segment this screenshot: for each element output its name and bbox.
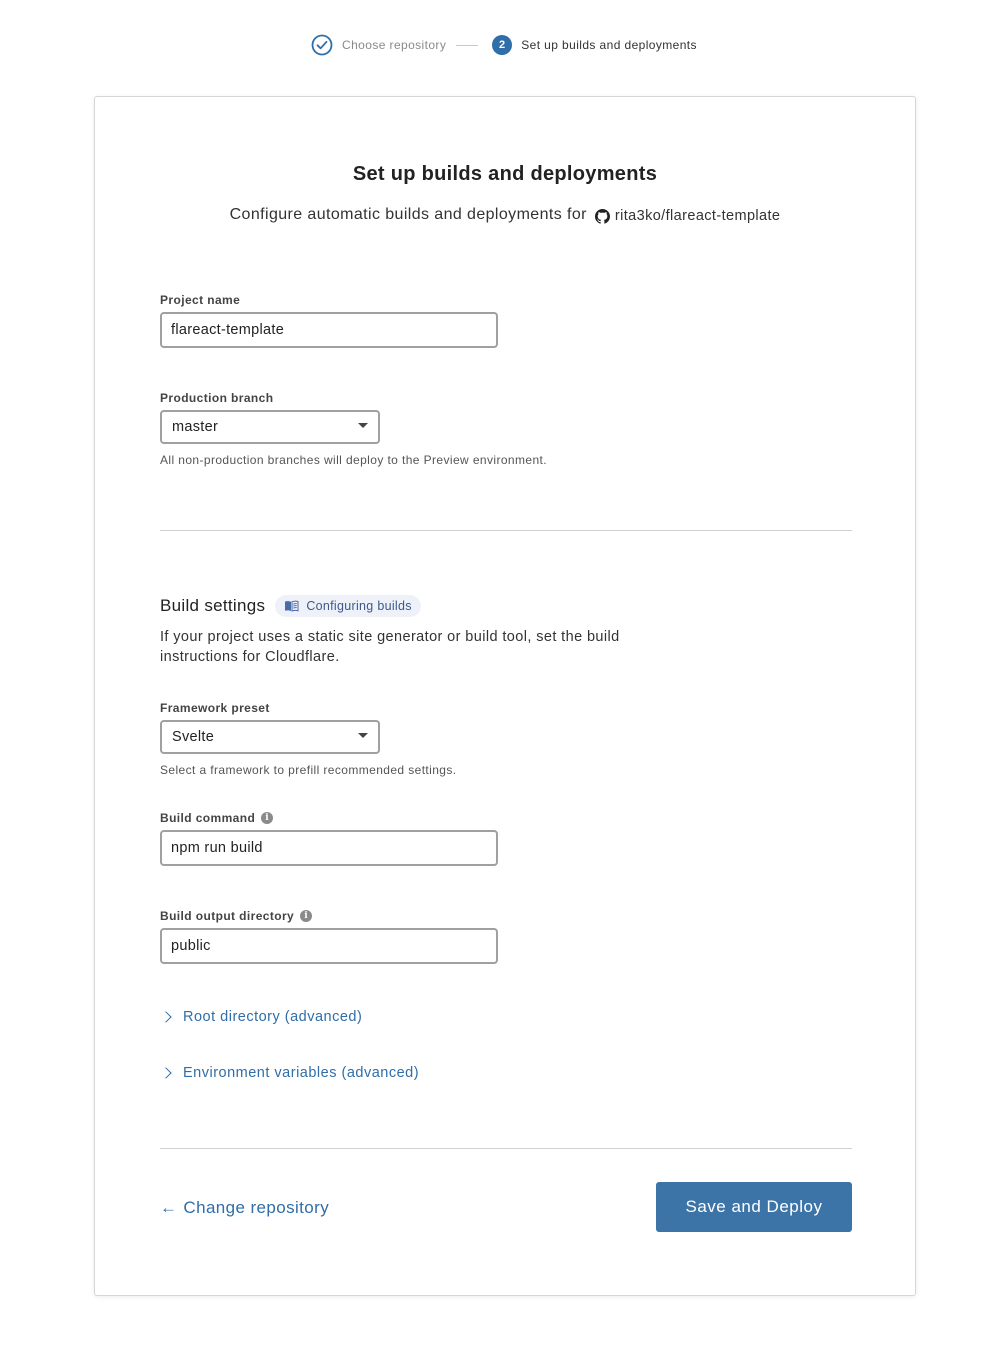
save-and-deploy-button[interactable]: Save and Deploy [656, 1182, 852, 1232]
configuring-builds-label: Configuring builds [306, 599, 412, 613]
build-output-label [160, 909, 312, 923]
production-branch-select[interactable] [160, 410, 380, 444]
project-name-label-text: Project name [160, 293, 241, 307]
build-output-label-text: Build output directory [160, 909, 295, 923]
build-output-input[interactable] [160, 928, 498, 964]
page-subtitle [95, 205, 915, 224]
page-title: Set up builds and deployments [352, 163, 658, 185]
step-choose-repository[interactable] [311, 34, 446, 56]
book-icon [284, 600, 299, 612]
footer-divider [160, 1148, 852, 1149]
caret-down-icon [358, 733, 368, 738]
project-name-label [160, 293, 240, 307]
caret-down-icon [358, 423, 368, 428]
step-2-number: 2 [492, 35, 512, 55]
build-command-label-text: Build command [160, 811, 256, 825]
step-connector [456, 45, 478, 46]
repo-name: rita3ko/flareact-template [614, 208, 781, 224]
production-branch-help: All non-production branches will deploy to the Preview environment. [160, 453, 547, 467]
github-icon [595, 209, 610, 224]
info-icon[interactable]: i [261, 812, 273, 824]
framework-preset-select[interactable] [160, 720, 380, 754]
subtitle-text: Configure automatic builds and deployments for [229, 205, 587, 223]
configuring-builds-link[interactable] [275, 595, 420, 617]
production-branch-label [160, 391, 273, 405]
change-repository-label: Change repository [183, 1198, 330, 1217]
root-directory-label: Root directory (advanced) [183, 1009, 363, 1025]
info-icon[interactable]: i [300, 910, 312, 922]
framework-preset-label [160, 701, 270, 715]
build-settings-description: If your project uses a static site generator or build tool, set the build instructions for Cloudflare. [160, 629, 620, 665]
build-command-label [160, 811, 273, 825]
root-directory-expander[interactable] [160, 1009, 362, 1025]
section-divider [160, 530, 852, 531]
chevron-right-icon [160, 1067, 171, 1078]
check-circle-icon [311, 34, 333, 56]
production-branch-label-text: Production branch [160, 391, 274, 405]
step-1-label: Choose repository [342, 38, 447, 52]
arrow-left-icon: ← [160, 1198, 178, 1217]
repo-reference [595, 208, 781, 224]
production-branch-value: master [172, 419, 219, 435]
step-2-label: Set up builds and deployments [521, 38, 697, 52]
environment-variables-label: Environment variables (advanced) [183, 1065, 420, 1081]
environment-variables-expander[interactable] [160, 1065, 419, 1081]
framework-preset-label-text: Framework preset [160, 701, 270, 715]
chevron-right-icon [160, 1011, 171, 1022]
setup-card [94, 96, 916, 1296]
build-command-input[interactable] [160, 830, 498, 866]
stepper [0, 34, 1008, 56]
step-setup-builds [492, 35, 697, 55]
framework-preset-value: Svelte [172, 729, 215, 745]
change-repository-link[interactable] [160, 1198, 329, 1218]
build-settings-title: Build settings [160, 596, 266, 615]
project-name-input[interactable] [160, 312, 498, 348]
framework-preset-help: Select a framework to prefill recommended settings. [160, 763, 457, 777]
build-settings-header [160, 595, 421, 617]
